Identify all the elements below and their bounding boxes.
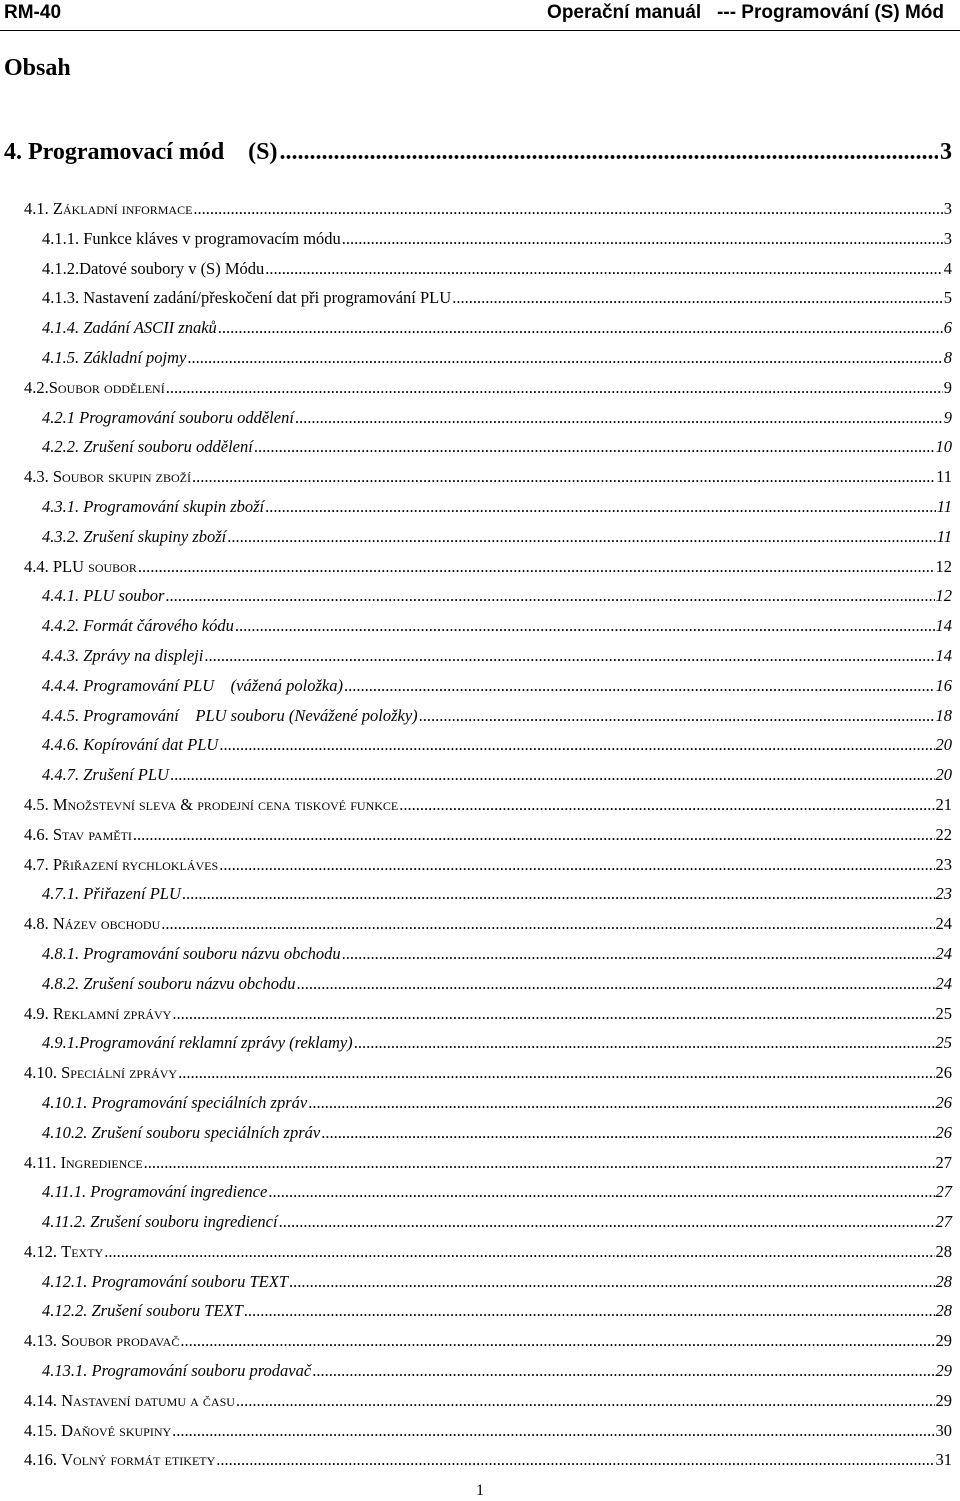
toc-entry-number: 4.12. bbox=[24, 1241, 62, 1261]
toc-entry-page: 24 bbox=[935, 973, 952, 993]
toc-entry[interactable] bbox=[0, 643, 960, 673]
header-model: RM-40 bbox=[4, 2, 62, 23]
toc-entry-title: Zrušení souboru speciálních zpráv bbox=[91, 1122, 321, 1142]
toc-entry-title: Programování reklamní zprávy (reklamy) bbox=[79, 1033, 353, 1053]
toc-leader-dots bbox=[354, 1033, 935, 1053]
toc-entry[interactable] bbox=[0, 1060, 960, 1090]
toc-entry-number: 4.11.2. bbox=[42, 1212, 91, 1232]
toc-entry-number: 4.10. bbox=[24, 1063, 62, 1083]
toc-entry[interactable] bbox=[0, 613, 960, 643]
toc-entry-page: 12 bbox=[935, 556, 952, 576]
toc-entry-number: 4.6. bbox=[24, 824, 53, 844]
toc-entry[interactable] bbox=[0, 196, 960, 226]
toc-entry-page: 27 bbox=[935, 1152, 952, 1172]
toc-entry-title: Zrušení PLU bbox=[83, 765, 169, 785]
toc-leader-dots bbox=[187, 348, 942, 368]
toc-entry-number: 4.2.2. bbox=[42, 437, 84, 457]
toc-entry-number: 4.12.1. bbox=[42, 1271, 92, 1291]
toc-entry[interactable] bbox=[0, 703, 960, 733]
toc-entry[interactable] bbox=[0, 1269, 960, 1299]
toc-main-entry[interactable] bbox=[4, 139, 952, 169]
toc-entry-page: 11 bbox=[936, 526, 952, 546]
toc-entry-page: 28 bbox=[935, 1301, 952, 1321]
toc-entry-page: 24 bbox=[935, 914, 952, 934]
toc-entry[interactable] bbox=[0, 1388, 960, 1418]
toc-entry-title: Přiřazení rychlokláves bbox=[52, 854, 219, 874]
toc-entry-number: 4.16. bbox=[24, 1450, 62, 1470]
toc-entry-title: Soubor oddělení bbox=[48, 377, 165, 397]
toc-entry[interactable] bbox=[0, 732, 960, 762]
toc-entry-title: PLU soubor bbox=[52, 556, 137, 576]
toc-entry-page: 26 bbox=[935, 1092, 952, 1112]
toc-entry-number: 4.4.2. bbox=[42, 616, 84, 636]
toc-leader-dots bbox=[204, 646, 934, 666]
toc-leader-dots bbox=[193, 199, 942, 219]
toc-entry-title: Datové soubory v (S) Módu bbox=[79, 258, 265, 278]
toc-leader-dots bbox=[166, 378, 943, 398]
toc-entry[interactable] bbox=[0, 762, 960, 792]
toc-entry-number: 4.5. bbox=[24, 794, 53, 814]
toc-entry-number: 4.13. bbox=[24, 1331, 62, 1351]
toc-entry-number: 4.1. bbox=[24, 199, 53, 218]
toc-entry-page: 20 bbox=[935, 735, 952, 755]
toc-leader-dots bbox=[104, 1242, 934, 1262]
toc-leader-dots bbox=[321, 1123, 934, 1143]
toc-entry-title: Programování souboru názvu obchodu bbox=[83, 943, 341, 963]
toc-entry-title: Programování souboru TEXT bbox=[91, 1271, 288, 1291]
toc-entry-title: Programování ingredience bbox=[90, 1182, 268, 1202]
toc-leader-dots bbox=[218, 318, 943, 338]
toc-entry[interactable] bbox=[0, 464, 960, 494]
toc-leader-dots bbox=[344, 676, 935, 696]
toc-entry[interactable] bbox=[0, 941, 960, 971]
toc-entry-title: Zrušení skupiny zboží bbox=[83, 526, 227, 546]
toc-entry-page: 3 bbox=[943, 199, 952, 218]
toc-entry[interactable] bbox=[0, 1239, 960, 1269]
toc-entry-title: Programování souboru oddělení bbox=[79, 407, 294, 427]
toc-entry-title: Programování souboru prodavač bbox=[91, 1361, 312, 1381]
toc-entry[interactable] bbox=[0, 1418, 960, 1448]
toc-entry[interactable] bbox=[0, 434, 960, 464]
toc-leader-dots bbox=[280, 139, 938, 166]
toc-entry-title: Zrušení souboru názvu obchodu bbox=[83, 973, 296, 993]
page-header bbox=[0, 0, 960, 31]
toc-entry-number: 4.8.2. bbox=[42, 973, 84, 993]
toc-entry-title: Soubor skupin zboží bbox=[52, 467, 191, 487]
toc-entry-number: 4.8. bbox=[24, 914, 53, 934]
table-of-contents bbox=[0, 196, 960, 1477]
toc-entry-number: 4.4.1. bbox=[42, 586, 84, 606]
toc-entry-page: 20 bbox=[935, 765, 952, 785]
toc-entry[interactable] bbox=[0, 226, 960, 256]
toc-leader-dots bbox=[254, 437, 935, 457]
toc-entry-number: 4.1.1. bbox=[42, 228, 84, 248]
toc-entry-number: 4.11. bbox=[24, 1152, 61, 1172]
toc-entry-number: 4.3.2. bbox=[42, 526, 84, 546]
toc-entry[interactable] bbox=[0, 1209, 960, 1239]
toc-entry-page: 3 bbox=[943, 228, 952, 248]
toc-leader-dots bbox=[227, 527, 935, 547]
toc-entry-page: 5 bbox=[943, 288, 952, 308]
toc-entry[interactable] bbox=[0, 852, 960, 882]
toc-entry-title: Základní pojmy bbox=[83, 347, 187, 367]
toc-entry[interactable] bbox=[0, 285, 960, 315]
toc-entry-page: 27 bbox=[935, 1212, 952, 1232]
toc-entry[interactable] bbox=[0, 822, 960, 852]
toc-entry[interactable] bbox=[0, 673, 960, 703]
toc-entry-title: Funkce kláves v programovacím módu bbox=[83, 228, 341, 248]
toc-leader-dots bbox=[180, 1331, 934, 1351]
toc-entry-title: Zrušení souboru TEXT bbox=[91, 1301, 243, 1321]
toc-leader-dots bbox=[399, 795, 934, 815]
toc-entry-number: 4.4.7. bbox=[42, 765, 84, 785]
toc-entry[interactable] bbox=[0, 1150, 960, 1180]
toc-entry-title: Ingredience bbox=[60, 1152, 143, 1172]
toc-leader-dots bbox=[235, 616, 935, 636]
toc-entry-page: 27 bbox=[935, 1182, 952, 1202]
toc-entry-page: 29 bbox=[935, 1331, 952, 1351]
toc-entry-title: Formát čárového kódu bbox=[83, 616, 234, 636]
toc-leader-dots bbox=[296, 974, 934, 994]
toc-entry[interactable] bbox=[0, 911, 960, 941]
toc-entry[interactable] bbox=[0, 1090, 960, 1120]
toc-entry-number: 4.13.1. bbox=[42, 1361, 92, 1381]
toc-entry-number: 4.4.3. bbox=[42, 645, 84, 665]
toc-leader-dots bbox=[170, 765, 935, 785]
toc-entry-number: 4.4.4. bbox=[42, 675, 84, 695]
toc-entry[interactable] bbox=[0, 792, 960, 822]
toc-entry-title: Kopírování dat PLU bbox=[83, 735, 219, 755]
toc-leader-dots bbox=[144, 1153, 935, 1173]
toc-leader-dots bbox=[236, 1391, 935, 1411]
toc-entry-page: 23 bbox=[935, 884, 952, 904]
toc-entry-number: 4.1.5. bbox=[42, 347, 84, 367]
toc-leader-dots bbox=[165, 586, 934, 606]
toc-entry-page: 10 bbox=[935, 437, 952, 457]
toc-entry-number: 4.1.3. bbox=[42, 288, 84, 308]
toc-entry-title: Programování speciálních zpráv bbox=[91, 1092, 308, 1112]
header-title: Operační manuál --- Programování (S) Mód bbox=[547, 2, 944, 23]
toc-entry-title: Nastavení zadání/přeskočení dat při programování PLU bbox=[83, 288, 452, 308]
toc-entry-title: Přiřazení PLU bbox=[83, 884, 181, 904]
toc-entry-number: 4.12.2. bbox=[42, 1301, 92, 1321]
toc-leader-dots bbox=[268, 1182, 934, 1202]
toc-entry[interactable] bbox=[0, 1328, 960, 1358]
toc-entry[interactable] bbox=[0, 315, 960, 345]
toc-entry-title: Volný formát etikety bbox=[61, 1450, 216, 1470]
toc-entry-page: 11 bbox=[936, 467, 952, 487]
toc-leader-dots bbox=[133, 825, 935, 845]
toc-entry-number: 4.8.1. bbox=[42, 943, 84, 963]
toc-leader-dots bbox=[244, 1301, 935, 1321]
toc-entry[interactable] bbox=[0, 375, 960, 405]
toc-entry-page: 25 bbox=[935, 1033, 952, 1053]
toc-leader-dots bbox=[219, 735, 934, 755]
toc-leader-dots bbox=[342, 229, 943, 249]
toc-leader-dots bbox=[182, 884, 935, 904]
toc-entry[interactable] bbox=[0, 881, 960, 911]
toc-entry-page: 9 bbox=[943, 377, 952, 397]
toc-entry-number: 4.9.1. bbox=[42, 1033, 80, 1053]
toc-entry[interactable] bbox=[0, 524, 960, 554]
toc-leader-dots bbox=[219, 855, 934, 875]
toc-entry-number: 4.11.1. bbox=[42, 1182, 91, 1202]
toc-entry[interactable] bbox=[0, 405, 960, 435]
toc-entry-title: Zprávy na displeji bbox=[83, 645, 204, 665]
toc-entry-title: Soubor prodavač bbox=[61, 1331, 180, 1351]
toc-entry-title: Nastavení datumu a času bbox=[61, 1390, 235, 1410]
toc-leader-dots bbox=[308, 1093, 934, 1113]
toc-entry-title: Programování PLU souboru (Nevážené položky) bbox=[83, 705, 418, 725]
toc-entry-title: Zadání ASCII znaků bbox=[83, 318, 217, 338]
toc-entry-page: 28 bbox=[935, 1271, 952, 1291]
toc-entry[interactable] bbox=[0, 1001, 960, 1031]
toc-leader-dots bbox=[265, 497, 936, 517]
toc-entry[interactable] bbox=[0, 1120, 960, 1150]
toc-entry-page: 9 bbox=[943, 407, 952, 427]
toc-entry[interactable] bbox=[0, 1179, 960, 1209]
toc-entry-page: 26 bbox=[935, 1122, 952, 1142]
toc-leader-dots bbox=[172, 1004, 934, 1024]
toc-entry-number: 4.7.1. bbox=[42, 884, 84, 904]
toc-entry-page: 29 bbox=[935, 1361, 952, 1381]
toc-entry-number: 4.1.4. bbox=[42, 318, 84, 338]
toc-entry-page: 21 bbox=[935, 794, 952, 814]
toc-entry-number: 4.10.1. bbox=[42, 1092, 92, 1112]
toc-entry[interactable] bbox=[0, 554, 960, 584]
toc-entry-title: PLU soubor bbox=[83, 586, 165, 606]
toc-entry-title: Zrušení souboru ingrediencí bbox=[90, 1212, 278, 1232]
toc-entry[interactable] bbox=[0, 256, 960, 286]
toc-entry-page: 6 bbox=[943, 318, 952, 338]
toc-entry-title: Speciální zprávy bbox=[61, 1063, 178, 1083]
toc-entry-page: 16 bbox=[935, 675, 952, 695]
toc-leader-dots bbox=[295, 408, 943, 428]
toc-leader-dots bbox=[172, 1421, 934, 1441]
toc-entry-page: 14 bbox=[935, 645, 952, 665]
toc-leader-dots bbox=[342, 944, 935, 964]
toc-entry-number: 4.14. bbox=[24, 1390, 62, 1410]
toc-entry[interactable] bbox=[0, 1358, 960, 1388]
toc-main-text: 4. Programovací mód (S) bbox=[4, 139, 278, 165]
toc-entry-title: Programování PLU (vážená položka) bbox=[83, 675, 343, 695]
toc-entry[interactable] bbox=[0, 494, 960, 524]
toc-entry-page: 26 bbox=[935, 1063, 952, 1083]
toc-entry-page: 12 bbox=[935, 586, 952, 606]
toc-entry-page: 25 bbox=[935, 1003, 952, 1023]
toc-entry-page: 31 bbox=[935, 1450, 952, 1470]
toc-entry-page: 22 bbox=[935, 824, 952, 844]
toc-entry-page: 24 bbox=[935, 943, 952, 963]
toc-entry-title: Reklamní zprávy bbox=[52, 1003, 172, 1023]
toc-entry-number: 4.3. bbox=[24, 467, 53, 487]
toc-entry[interactable] bbox=[0, 971, 960, 1001]
toc-entry[interactable] bbox=[0, 1030, 960, 1060]
toc-entry-page: 23 bbox=[935, 854, 952, 874]
toc-leader-dots bbox=[178, 1063, 934, 1083]
toc-entry-number: 4.4.6. bbox=[42, 735, 84, 755]
toc-entry-title: Zrušení souboru oddělení bbox=[83, 437, 253, 457]
toc-leader-dots bbox=[312, 1361, 934, 1381]
toc-leader-dots bbox=[289, 1272, 935, 1292]
toc-leader-dots bbox=[216, 1450, 934, 1470]
toc-entry-number: 4.4.5. bbox=[42, 705, 84, 725]
toc-leader-dots bbox=[192, 467, 935, 487]
toc-entry-page: 14 bbox=[935, 616, 952, 636]
toc-leader-dots bbox=[161, 914, 934, 934]
toc-entry[interactable] bbox=[0, 345, 960, 375]
toc-entry-number: 4.10.2. bbox=[42, 1122, 92, 1142]
toc-entry-number: 4.7. bbox=[24, 854, 53, 874]
toc-entry-title: Stav paměti bbox=[52, 824, 132, 844]
toc-entry[interactable] bbox=[0, 1298, 960, 1328]
toc-entry-page: 29 bbox=[935, 1390, 952, 1410]
toc-entry[interactable] bbox=[0, 583, 960, 613]
toc-entry-page: 8 bbox=[943, 347, 952, 367]
toc-entry-number: 4.4. bbox=[24, 556, 53, 576]
toc-entry-page: 28 bbox=[935, 1241, 952, 1261]
toc-main-page: 3 bbox=[940, 139, 952, 165]
toc-entry-number: 4.3.1. bbox=[42, 496, 84, 516]
toc-leader-dots bbox=[138, 557, 935, 577]
toc-entry-number: 4.2.1 bbox=[42, 407, 80, 427]
toc-entry-title: Texty bbox=[61, 1241, 104, 1261]
toc-entry-page: 11 bbox=[936, 496, 952, 516]
toc-entry-number: 4.9. bbox=[24, 1003, 53, 1023]
toc-entry-title: Název obchodu bbox=[52, 914, 161, 934]
toc-leader-dots bbox=[265, 259, 942, 279]
toc-entry-number: 4.1.2. bbox=[42, 258, 80, 278]
toc-leader-dots bbox=[279, 1212, 935, 1232]
toc-entry-page: 4 bbox=[943, 258, 952, 278]
toc-leader-dots bbox=[419, 706, 935, 726]
toc-entry-page: 18 bbox=[935, 705, 952, 725]
toc-entry-page: 30 bbox=[935, 1420, 952, 1440]
toc-entry-title: Programování skupin zboží bbox=[83, 496, 265, 516]
toc-entry-title: Množstevní sleva & prodejní cena tiskové funkce bbox=[52, 794, 399, 814]
toc-entry-number: 4.15. bbox=[24, 1420, 62, 1440]
toc-entry-title: Základní informace bbox=[52, 199, 193, 218]
toc-entry-number: 4.2. bbox=[24, 377, 49, 397]
page-number: 1 bbox=[476, 1482, 484, 1499]
toc-entry-title: Daňové skupiny bbox=[61, 1420, 172, 1440]
toc-entry[interactable] bbox=[0, 1447, 960, 1477]
toc-leader-dots bbox=[452, 288, 943, 308]
contents-heading: Obsah bbox=[4, 55, 71, 81]
